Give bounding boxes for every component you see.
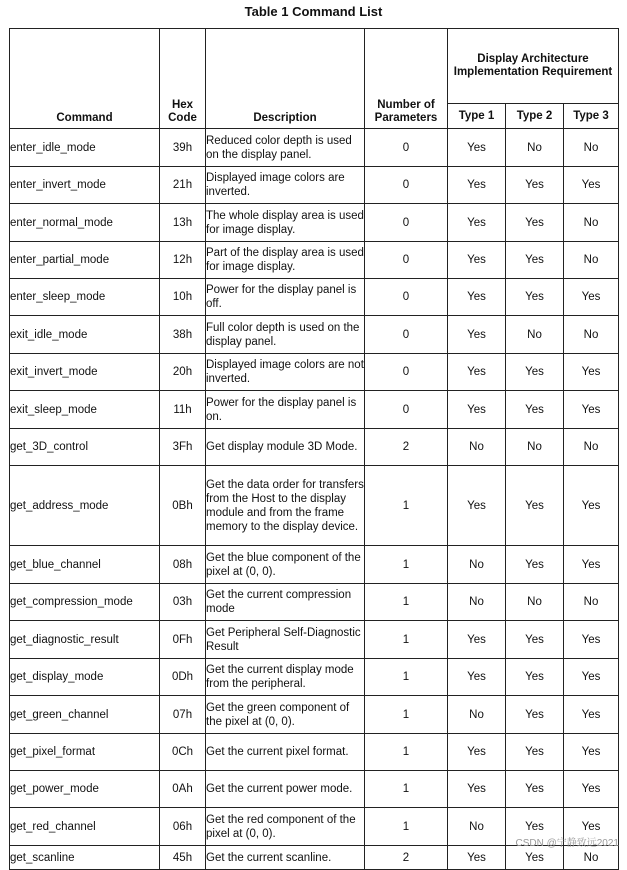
type-2-cell: Yes (506, 466, 564, 546)
command-cell: exit_sleep_mode (10, 391, 160, 429)
type-3-cell: Yes (564, 167, 619, 204)
parameter-count-cell: 0 (365, 204, 448, 242)
description-cell: Get the red component of the pixel at (0, 0). (206, 808, 365, 846)
parameter-count-cell: 1 (365, 584, 448, 621)
command-cell: enter_invert_mode (10, 167, 160, 204)
type-2-cell: Yes (506, 808, 564, 846)
description-cell: Get the green component of the pixel at (0, 0). (206, 696, 365, 734)
description-cell: Power for the display panel is on. (206, 391, 365, 429)
type-1-cell: Yes (448, 734, 506, 771)
type-3-cell: No (564, 204, 619, 242)
type-2-cell: Yes (506, 279, 564, 316)
parameter-count-cell: 2 (365, 429, 448, 466)
table-row (10, 584, 619, 621)
description-cell: Get the current compression mode (206, 584, 365, 621)
command-cell: exit_invert_mode (10, 354, 160, 391)
type-3-cell: Yes (564, 621, 619, 659)
table-row (10, 316, 619, 354)
command-cell: get_power_mode (10, 771, 160, 808)
parameter-count-cell: 1 (365, 546, 448, 584)
type-1-cell: No (448, 584, 506, 621)
type-3-cell: No (564, 429, 619, 466)
command-cell: get_address_mode (10, 466, 160, 546)
type-2-cell: No (506, 429, 564, 466)
command-cell: get_pixel_format (10, 734, 160, 771)
parameter-count-cell: 0 (365, 129, 448, 167)
command-cell: get_diagnostic_result (10, 621, 160, 659)
table-title: Table 1 Command List (244, 4, 383, 19)
table-row (10, 354, 619, 391)
type-2-cell: Yes (506, 354, 564, 391)
table-body (10, 129, 619, 870)
command-cell: enter_idle_mode (10, 129, 160, 167)
table-row (10, 696, 619, 734)
parameter-count-cell: 0 (365, 391, 448, 429)
type-1-cell: Yes (448, 771, 506, 808)
hex-code-cell: 11h (160, 391, 206, 429)
description-cell: Reduced color depth is used on the display panel. (206, 129, 365, 167)
description-cell: Get the blue component of the pixel at (0, 0). (206, 546, 365, 584)
header-type-1: Type 1 (448, 104, 506, 129)
type-1-cell: No (448, 808, 506, 846)
type-2-cell: Yes (506, 167, 564, 204)
description-cell: Full color depth is used on the display panel. (206, 316, 365, 354)
description-cell: Power for the display panel is off. (206, 279, 365, 316)
type-3-cell: Yes (564, 279, 619, 316)
table-row (10, 279, 619, 316)
type-3-cell: Yes (564, 808, 619, 846)
type-2-cell: No (506, 129, 564, 167)
hex-code-cell: 0Fh (160, 621, 206, 659)
parameter-count-cell: 1 (365, 808, 448, 846)
type-2-cell: Yes (506, 696, 564, 734)
hex-code-cell: 08h (160, 546, 206, 584)
command-cell: enter_partial_mode (10, 242, 160, 279)
description-cell: Get Peripheral Self-Diagnostic Result (206, 621, 365, 659)
hex-code-cell: 12h (160, 242, 206, 279)
hex-code-cell: 07h (160, 696, 206, 734)
header-number-of-parameters: Number of Parameters (365, 29, 448, 129)
type-1-cell: No (448, 696, 506, 734)
hex-code-cell: 45h (160, 846, 206, 870)
type-2-cell: Yes (506, 734, 564, 771)
header-command: Command (10, 29, 160, 129)
description-cell: Displayed image colors are inverted. (206, 167, 365, 204)
type-1-cell: Yes (448, 621, 506, 659)
description-cell: The whole display area is used for image display. (206, 204, 365, 242)
command-cell: get_blue_channel (10, 546, 160, 584)
parameter-count-cell: 0 (365, 279, 448, 316)
type-3-cell: Yes (564, 546, 619, 584)
description-cell: Get the current pixel format. (206, 734, 365, 771)
type-3-cell: Yes (564, 391, 619, 429)
parameter-count-cell: 0 (365, 316, 448, 354)
hex-code-cell: 21h (160, 167, 206, 204)
table-row (10, 466, 619, 546)
hex-code-cell: 0Bh (160, 466, 206, 546)
hex-code-cell: 0Ch (160, 734, 206, 771)
command-cell: get_scanline (10, 846, 160, 870)
type-3-cell: No (564, 316, 619, 354)
type-2-cell: No (506, 584, 564, 621)
type-1-cell: Yes (448, 279, 506, 316)
hex-code-cell: 10h (160, 279, 206, 316)
table-row (10, 546, 619, 584)
table-row (10, 659, 619, 696)
type-2-cell: Yes (506, 621, 564, 659)
type-3-cell: No (564, 846, 619, 870)
type-2-cell: Yes (506, 659, 564, 696)
table-row (10, 771, 619, 808)
type-1-cell: Yes (448, 316, 506, 354)
type-3-cell: Yes (564, 354, 619, 391)
parameter-count-cell: 0 (365, 242, 448, 279)
type-1-cell: Yes (448, 354, 506, 391)
hex-code-cell: 20h (160, 354, 206, 391)
hex-code-cell: 3Fh (160, 429, 206, 466)
type-3-cell: Yes (564, 734, 619, 771)
type-2-cell: Yes (506, 242, 564, 279)
type-2-cell: Yes (506, 391, 564, 429)
type-3-cell: Yes (564, 696, 619, 734)
type-3-cell: Yes (564, 771, 619, 808)
type-1-cell: Yes (448, 204, 506, 242)
header-type-3: Type 3 (564, 104, 619, 129)
description-cell: Part of the display area is used for image display. (206, 242, 365, 279)
type-1-cell: Yes (448, 129, 506, 167)
command-cell: get_display_mode (10, 659, 160, 696)
command-cell: enter_normal_mode (10, 204, 160, 242)
header-architecture-requirement: Display Architecture Implementation Requirement (448, 29, 619, 104)
parameter-count-cell: 1 (365, 771, 448, 808)
type-1-cell: No (448, 429, 506, 466)
command-cell: get_3D_control (10, 429, 160, 466)
command-cell: enter_sleep_mode (10, 279, 160, 316)
table-row (10, 429, 619, 466)
type-1-cell: Yes (448, 167, 506, 204)
watermark: CSDN @宁静致远2021 (515, 838, 619, 849)
type-1-cell: Yes (448, 391, 506, 429)
type-3-cell: Yes (564, 659, 619, 696)
type-3-cell: No (564, 584, 619, 621)
hex-code-cell: 03h (160, 584, 206, 621)
description-cell: Get display module 3D Mode. (206, 429, 365, 466)
hex-code-cell: 0Dh (160, 659, 206, 696)
description-cell: Get the current display mode from the peripheral. (206, 659, 365, 696)
hex-code-cell: 13h (160, 204, 206, 242)
table-row (10, 167, 619, 204)
type-2-cell: Yes (506, 771, 564, 808)
table-row (10, 621, 619, 659)
type-1-cell: Yes (448, 846, 506, 870)
table-row (10, 734, 619, 771)
command-table (9, 28, 619, 870)
description-cell: Get the current scanline. (206, 846, 365, 870)
type-2-cell: No (506, 316, 564, 354)
type-1-cell: Yes (448, 466, 506, 546)
type-3-cell: Yes (564, 466, 619, 546)
header-type-2: Type 2 (506, 104, 564, 129)
command-cell: get_red_channel (10, 808, 160, 846)
type-3-cell: No (564, 242, 619, 279)
description-cell: Get the current power mode. (206, 771, 365, 808)
table-row (10, 846, 619, 870)
description-cell: Get the data order for transfers from the Host to the display module and from the frame memory to the display device. (206, 466, 365, 546)
command-cell: exit_idle_mode (10, 316, 160, 354)
command-cell: get_green_channel (10, 696, 160, 734)
parameter-count-cell: 0 (365, 354, 448, 391)
type-3-cell: No (564, 129, 619, 167)
parameter-count-cell: 1 (365, 659, 448, 696)
type-2-cell: Yes (506, 546, 564, 584)
table-row (10, 129, 619, 167)
header-description: Description (206, 29, 365, 129)
command-cell: get_compression_mode (10, 584, 160, 621)
type-2-cell: Yes (506, 846, 564, 870)
table-row (10, 242, 619, 279)
hex-code-cell: 38h (160, 316, 206, 354)
header-hex-code: Hex Code (160, 29, 206, 129)
table-row (10, 204, 619, 242)
description-cell: Displayed image colors are not inverted. (206, 354, 365, 391)
parameter-count-cell: 2 (365, 846, 448, 870)
type-1-cell: Yes (448, 659, 506, 696)
parameter-count-cell: 1 (365, 734, 448, 771)
hex-code-cell: 39h (160, 129, 206, 167)
parameter-count-cell: 1 (365, 466, 448, 546)
parameter-count-cell: 1 (365, 696, 448, 734)
parameter-count-cell: 0 (365, 167, 448, 204)
type-1-cell: No (448, 546, 506, 584)
type-1-cell: Yes (448, 242, 506, 279)
type-2-cell: Yes (506, 204, 564, 242)
hex-code-cell: 06h (160, 808, 206, 846)
parameter-count-cell: 1 (365, 621, 448, 659)
hex-code-cell: 0Ah (160, 771, 206, 808)
table-row (10, 391, 619, 429)
